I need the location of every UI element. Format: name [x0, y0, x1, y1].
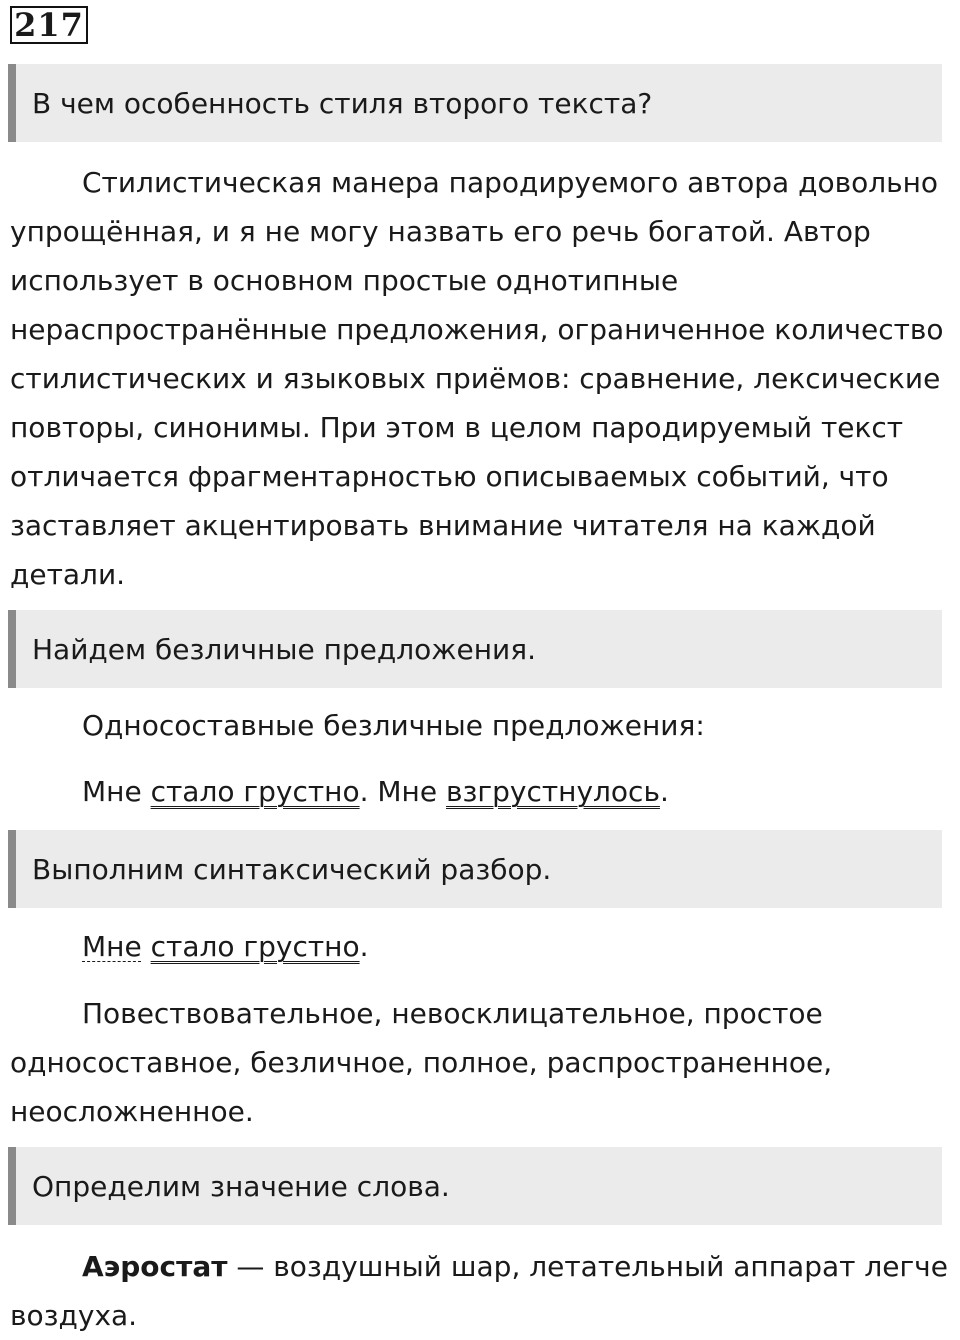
defined-term: Аэростат — [82, 1250, 228, 1283]
section-heading-meaning — [8, 1147, 942, 1225]
task-number: 217 — [10, 6, 88, 44]
section-heading-parsing — [8, 830, 942, 908]
example-word: . — [659, 775, 669, 808]
example-word: . Мне — [359, 775, 446, 808]
section-heading-text: В чем особенность стиля второго текста? — [32, 86, 653, 120]
definition-text: — воздушный шар, летательный аппарат легче воздуха. — [10, 1250, 948, 1332]
definition-paragraph — [10, 1242, 955, 1340]
example-predicate: взгрустнулось — [446, 775, 660, 808]
style-answer-paragraph — [10, 158, 955, 599]
parsed-sentence — [82, 927, 369, 967]
parsing-analysis-paragraph — [10, 989, 955, 1136]
style-answer-text: Стилистическая манера пародируемого автора довольно упрощённая, и я не могу назвать его речь богатой. Автор использует в основном простые однотипные нераспространённые предложения, ограниченное количество стилистических и языковых приёмов: сравнение, лексические повторы, синонимы. При этом в целом пародируемый текст отличается фрагментарностью описываемых событий, что заставляет акцентировать внимание читателя на каждой детали. — [10, 166, 944, 591]
sentence-space — [142, 930, 151, 963]
impersonal-examples — [82, 772, 669, 812]
section-heading-style — [8, 64, 942, 142]
parsing-analysis-text: Повествовательное, невосклицательное, простое односоставное, безличное, полное, распространенное, неосложненное. — [10, 997, 833, 1128]
section-heading-text: Выполним синтаксический разбор. — [32, 852, 552, 886]
section-heading-text: Определим значение слова. — [32, 1169, 450, 1203]
impersonal-intro: Односоставные безличные предложения: — [82, 709, 705, 742]
example-predicate: стало грустно — [150, 775, 360, 808]
section-heading-impersonal — [8, 610, 942, 688]
sentence-predicate: стало грустно — [150, 930, 360, 963]
example-word: Мне — [82, 775, 151, 808]
sentence-end: . — [359, 930, 369, 963]
section-heading-text: Найдем безличные предложения. — [32, 632, 536, 666]
sentence-subject: Мне — [82, 930, 142, 963]
